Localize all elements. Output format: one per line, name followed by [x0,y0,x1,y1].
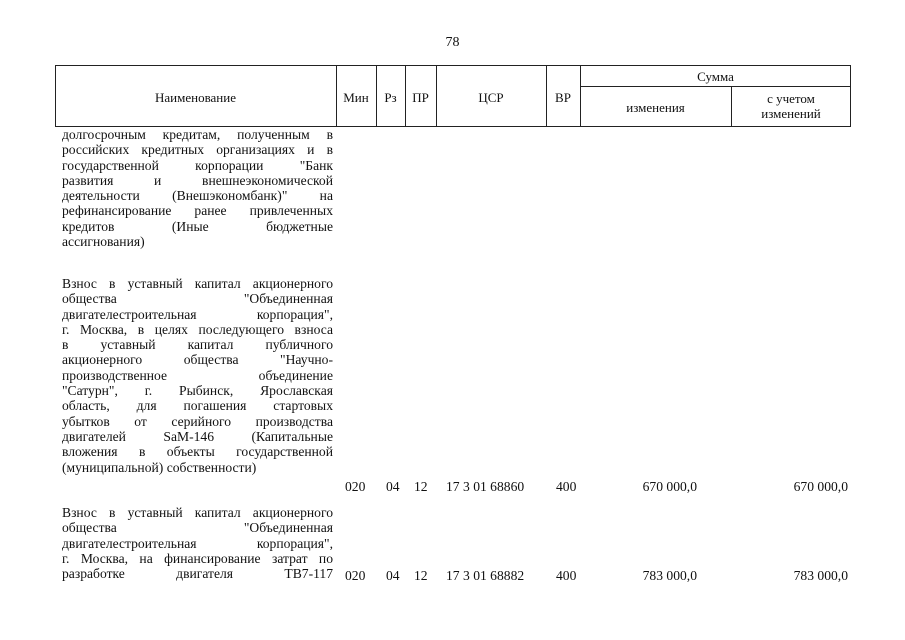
desc-line: рефинансирование ранее привлеченных [62,203,333,219]
desc-line: долгосрочным кредитам, полученным в [62,127,333,142]
header-vr: ВР [555,90,571,105]
desc-line: г. Москва, на финансирование затрат по [62,550,333,566]
cell-rz: 04 [386,568,400,583]
desc-line: Взнос в уставный капитал акционерного [62,505,333,520]
desc-line: Взнос в уставный капитал акционерного [62,276,333,291]
row-description [62,127,333,249]
desc-line: "Сатурн", г. Рыбинск, Ярославская [62,383,333,399]
cell-vr: 400 [556,568,577,583]
desc-line: в уставный капитал публичного [62,337,333,353]
desc-line: область, для погашения стартовых [62,398,333,414]
table-header [55,65,851,127]
header-sum-divider [580,86,851,87]
desc-line: разработке двигателя ТВ7-117 [62,566,333,582]
desc-line: кредитов (Иные бюджетные [62,218,333,234]
desc-line: общества "Объединенная [62,291,333,307]
cell-csr: 17 3 01 68882 [446,568,525,583]
header-csr: ЦСР [478,90,504,105]
desc-line: деятельности (Внешэкономбанк)" на [62,188,333,204]
cell-change: 670 000,0 [642,479,697,494]
desc-line: общества "Объединенная [62,520,333,536]
cell-change: 783 000,0 [642,568,697,583]
header-changes: изменения [626,100,685,115]
desc-line: двигателестроительная корпорация", [62,306,333,322]
cell-pr: 12 [414,568,428,583]
desc-line: производственное объединение [62,367,333,383]
cell-pr: 12 [414,479,428,494]
header-with-changes-1: с учетом [767,91,815,106]
page-number: 78 [445,35,460,50]
row-description [62,276,333,475]
header-name: Наименование [155,90,236,105]
header-min: Мин [343,90,369,105]
desc-line: двигателей SaM-146 (Капитальные [62,428,333,444]
desc-line: г. Москва, в целях последующего взноса [62,321,333,337]
header-pr: ПР [412,90,429,105]
cell-csr: 17 3 01 68860 [446,479,525,494]
desc-line: ассигнования) [62,234,145,250]
desc-line: развития и внешнеэкономической [62,172,333,188]
header-summa: Сумма [697,69,734,84]
desc-line: вложения в объекты государственной [62,444,333,460]
header-with-changes-2: изменений [761,106,821,121]
cell-vr: 400 [556,479,577,494]
cell-min: 020 [345,479,366,494]
desc-line: акционерного общества "Научно- [62,352,333,368]
desc-line: российских кредитных организациях и в [62,142,333,158]
cell-total: 670 000,0 [793,479,848,494]
row-description [62,505,333,581]
header-rz: Рз [384,90,397,105]
cell-total: 783 000,0 [793,568,848,583]
header-top-border [55,65,851,66]
cell-min: 020 [345,568,366,583]
desc-line: убытков от серийного производства [62,413,333,429]
desc-line: двигателестроительная корпорация", [62,535,333,551]
desc-line: государственной корпорации "Банк [62,157,333,173]
desc-line: (муниципальной) собственности) [62,459,257,475]
cell-rz: 04 [386,479,400,494]
